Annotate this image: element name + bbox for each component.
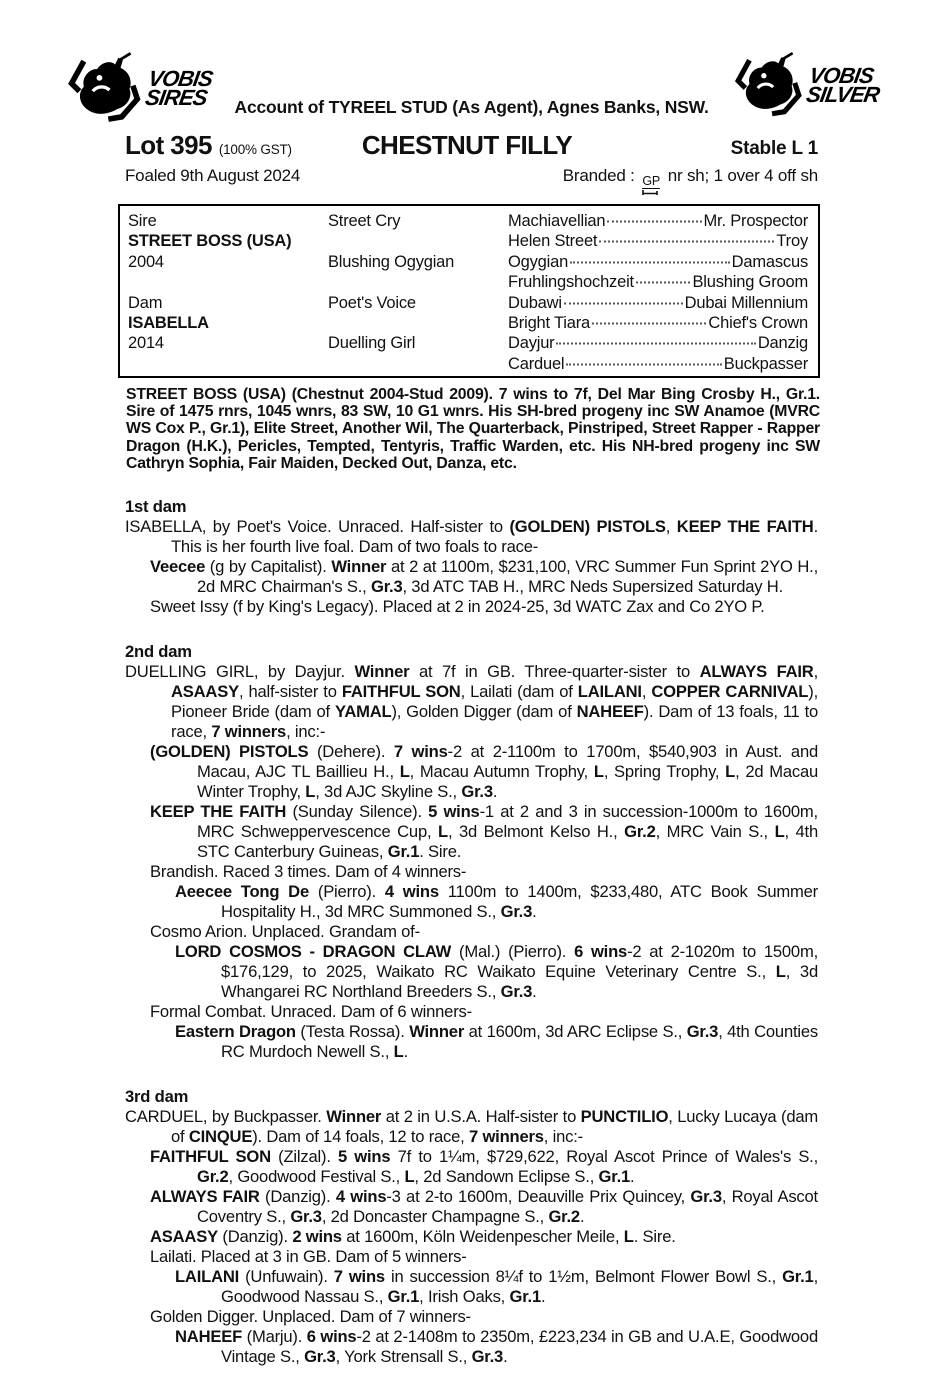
stable-label: Stable L 1 (730, 138, 818, 159)
pedigree-cell (128, 354, 328, 374)
pedigree-col-parents (328, 211, 508, 370)
foaled-date: Foaled 9th August 2024 (125, 166, 301, 185)
pedigree-paragraph: Sweet Issy (f by King's Legacy). Placed at 2 in 2024-25, 3d WATC Zax and Co 2YO P. (150, 597, 765, 617)
pedigree-paragraph: Formal Combat. Unraced. Dam of 6 winners- (150, 1002, 472, 1022)
dam-sections (125, 497, 818, 1367)
pedigree-cell: Sire (128, 212, 157, 230)
logo-line2: SIRES (143, 85, 209, 110)
branded-prefix: Branded : (562, 166, 635, 185)
pedigree-cell: ISABELLA (128, 313, 209, 332)
pedigree-table (118, 204, 820, 378)
pedigree-ancestor-row: Helen Street Troy (508, 232, 808, 251)
brand-underline-icon (642, 190, 660, 195)
pedigree-cell: STREET BOSS (USA) (128, 232, 292, 251)
pedigree-ancestor-row: Dayjur Danzig (508, 334, 808, 353)
pedigree-paragraph: (GOLDEN) PISTOLS (Dehere). 7 wins-2 at 2-1100m to 1700m, $540,903 in Aust. and Macau, AJC TL Baillieu H., L, Macau Autumn Trophy, L, Spring Trophy, L, 2d Macau Winter Trophy, L, 3d AJC Skyline S., Gr.3. (150, 742, 819, 802)
pedigree-paragraph: LAILANI (Unfuwain). 7 wins in succession 8¼f to 1½m, Belmont Flower Bowl S., Gr.1, Goodwood Nassau S., Gr.1, Irish Oaks, Gr.1. (175, 1267, 818, 1307)
pedigree-paragraph: NAHEEF (Marju). 6 wins-2 at 2-1408m to 2350m, £223,234 in GB and U.A.E, Goodwood Vintage S., Gr.3, York Strensall S., Gr.3. (175, 1327, 818, 1367)
header (66, 52, 880, 136)
pedigree-paragraph: ALWAYS FAIR (Danzig). 4 wins-3 at 2-to 1600m, Deauville Prix Quincey, Gr.3, Royal Ascot Coventry S., Gr.3, 2d Doncaster Champagne S., Gr.2. (150, 1187, 818, 1227)
pedigree-cell: Poet's Voice (328, 293, 416, 312)
pedigree-cell: Dam (128, 293, 163, 312)
gst-label: (100% GST) (218, 142, 292, 157)
pedigree-col-ancestors (508, 211, 808, 373)
horse-jockey-icon (66, 52, 144, 126)
pedigree-cell: Street Cry (328, 212, 401, 230)
pedigree-paragraph: Cosmo Arion. Unplaced. Grandam of- (150, 922, 420, 942)
pedigree-paragraph: ISABELLA, by Poet's Voice. Unraced. Half-sister to (GOLDEN) PISTOLS, KEEP THE FAITH. This is her fourth live foal. Dam of two foals to race- (125, 517, 818, 557)
brand-mark-icon (642, 175, 660, 195)
pedigree-paragraph: FAITHFUL SON (Zilzal). 5 wins 7f to 1¼m, $729,622, Royal Ascot Prince of Wales's S., Gr.2, Goodwood Festival S., L, 2d Sandown Eclipse S., Gr.1. (150, 1147, 819, 1187)
pedigree-ancestor-row: Machiavellian Mr. Prospector (508, 212, 808, 230)
lot-row (125, 130, 818, 161)
horse-title: CHESTNUT FILLY (361, 130, 573, 160)
pedigree-cell (328, 272, 508, 292)
pedigree-paragraph: Eastern Dragon (Testa Rossa). Winner at 1600m, 3d ARC Eclipse S., Gr.3, 4th Counties RC Murdoch Newell S., L. (175, 1022, 818, 1062)
section-heading: 1st dam (125, 497, 187, 517)
pedigree-cell: 2004 (128, 252, 164, 271)
pedigree-cell (328, 231, 508, 251)
pedigree-paragraph: Aeecee Tong De (Pierro). 4 wins 1100m to 1400m, $233,480, ATC Book Summer Hospitality H., 3d MRC Summoned S., Gr.3. (175, 882, 819, 922)
pedigree-paragraph: DUELLING GIRL, by Dayjur. Winner at 7f in GB. Three-quarter-sister to ALWAYS FAIR, ASAASY, half-sister to FAITHFUL SON, Lailati (dam of LAILANI, COPPER CARNIVAL), Pioneer Bride (dam of YAMAL), Golden Digger (dam of NAHEEF). Dam of 13 foals, 11 to race, 7 winners, inc:- (125, 662, 819, 742)
vobis-sires-logo (66, 52, 215, 126)
pedigree-cell (328, 313, 508, 333)
pedigree-paragraph: Brandish. Raced 3 times. Dam of 4 winners- (150, 862, 467, 882)
branded-line (563, 166, 818, 195)
vobis-silver-logo-text (804, 63, 883, 107)
pedigree-ancestor-row: Bright Tiara Chief's Crown (508, 313, 808, 332)
brand-letters: GP (642, 174, 661, 188)
section-heading: 2nd dam (125, 642, 192, 662)
pedigree-paragraph: ASAASY (Danzig). 2 wins at 1600m, Köln Weidenpescher Meile, L. Sire. (150, 1227, 676, 1247)
pedigree-cell: 2014 (128, 334, 164, 353)
vobis-sires-logo-text (143, 66, 215, 110)
logo-line2: SILVER (804, 82, 881, 107)
horse-jockey-icon (733, 52, 805, 120)
pedigree-ancestor-row: Fruhlingshochzeit Blushing Groom (508, 273, 808, 292)
pedigree-ancestor-row: Carduel Buckpasser (508, 354, 808, 373)
logo-line1: VOBIS (146, 66, 215, 92)
pedigree-paragraph: CARDUEL, by Buckpasser. Winner at 2 in U.S.A. Half-sister to PUNCTILIO, Lucky Lucaya (dam of CINQUE). Dam of 14 foals, 12 to race, 7 winners, inc:- (125, 1107, 818, 1147)
foaled-row (125, 166, 818, 195)
pedigree-ancestor-row: Dubawi Dubai Millennium (508, 293, 808, 312)
vobis-silver-logo (733, 52, 880, 120)
pedigree-paragraph: KEEP THE FAITH (Sunday Silence). 5 wins-1 at 2 and 3 in succession-1000m to 1600m, MRC Schweppervescence Cup, L, 3d Belmont Kelso H., Gr.2, MRC Vain S., L, 4th STC Canterbury Guineas, Gr.1. Sire. (150, 802, 818, 862)
account-line: Account of TYREEL STUD (As Agent), Agnes Banks, NSW. (234, 96, 709, 117)
pedigree-cell: Duelling Girl (328, 334, 416, 353)
pedigree-paragraph: Lailati. Placed at 3 in GB. Dam of 5 winners- (150, 1247, 467, 1267)
pedigree-paragraph: Golden Digger. Unplaced. Dam of 7 winners- (150, 1307, 471, 1327)
pedigree-paragraph: Veecee (g by Capitalist). Winner at 2 at 1100m, $231,100, VRC Summer Fun Sprint 2YO H., 2d MRC Chairman's S., Gr.3, 3d ATC TAB H., MRC Neds Supersized Saturday H. (150, 557, 819, 597)
logo-line1: VOBIS (807, 63, 875, 89)
pedigree-cell (328, 354, 508, 374)
section-heading: 3rd dam (125, 1087, 189, 1107)
pedigree-cell: Blushing Ogygian (328, 252, 455, 271)
pedigree-paragraph: LORD COSMOS - DRAGON CLAW (Mal.) (Pierro). 6 wins-2 at 2-1020m to 1500m, $176,129, to 2025, Waikato RC Waikato Equine Veterinary Centre S., L, 3d Whangarei RC Northland Breeders S., Gr.3. (175, 942, 818, 1002)
pedigree-ancestor-row: Ogygian Damascus (508, 252, 808, 271)
sire-summary-paragraph: STREET BOSS (USA) (Chestnut 2004-Stud 2009). 7 wins to 7f, Del Mar Bing Crosby H., Gr.1. Sire of 1475 rnrs, 1045 wnrs, 83 SW, 10 G1 wnrs. His SH-bred progeny inc SW Anamoe (MVRC WS Cox P., Gr.1), Elite Street, Another Wil, The Quarterback, Pinstriped, Street Rapper - Rapper Dragon (H.K.), Pericles, Tempted, Tentyris, Traffic Warden, etc. His NH-bred progeny inc SW Cathryn Sophia, Fair Maiden, Decked Out, Danza, etc. (126, 386, 820, 472)
pedigree-col-sire-dam (128, 211, 328, 370)
pedigree-cell (128, 272, 328, 292)
lot-number: Lot 395 (125, 130, 212, 160)
branded-suffix: nr sh; 1 over 4 off sh (667, 166, 818, 185)
